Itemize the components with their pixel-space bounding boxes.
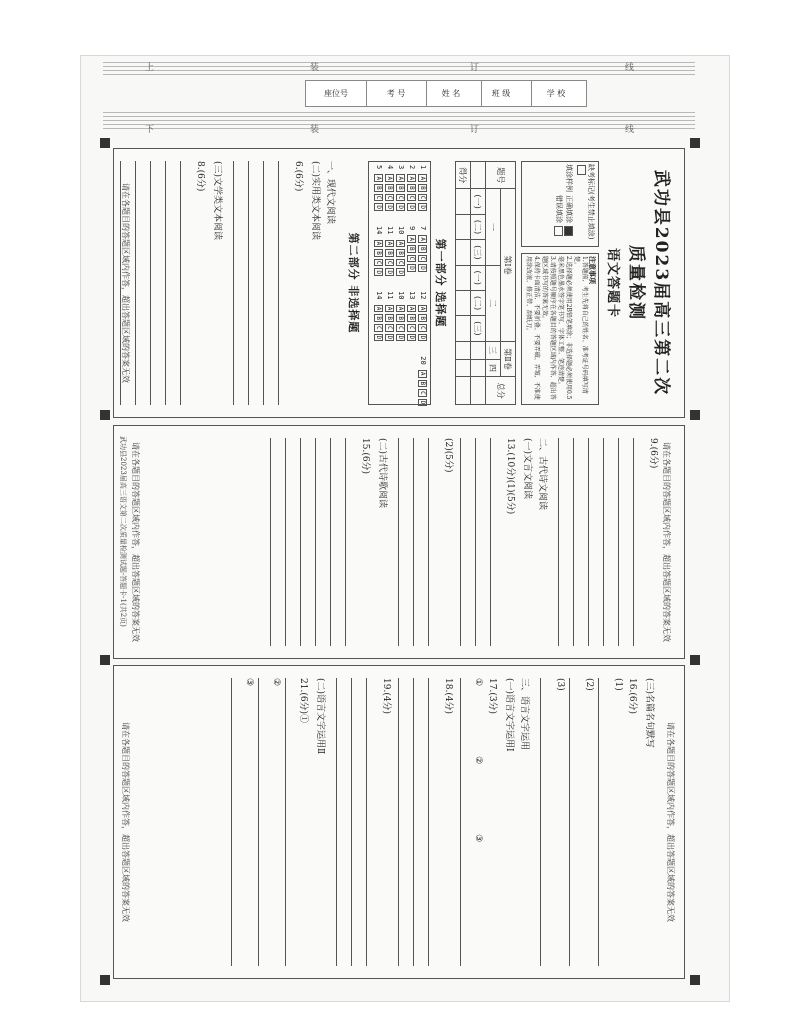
bubble-row [394,226,405,277]
answer-bubble[interactable]: D [408,335,415,340]
bubble-row [405,165,416,212]
answer-line[interactable] [258,678,271,966]
answer-bubble[interactable]: A [419,306,426,311]
card-subtitle: 语文答题卡 [605,247,620,318]
answer-bubble[interactable]: D [386,335,393,340]
score-sub: (二) [471,290,486,315]
answer-bubble[interactable]: B [375,186,382,190]
bubble-row [394,165,405,212]
answer-bubble[interactable]: C [375,326,382,330]
answer-line[interactable] [351,678,366,966]
answer-bubble[interactable]: D [386,270,393,275]
score-cell[interactable] [456,341,471,359]
bubble-question-number: 11 [386,225,394,239]
answer-bubble[interactable]: B [397,316,404,320]
wrong-box-icon [555,226,564,236]
bind-word: 订 [470,63,480,73]
bubble-row [372,291,383,342]
bubble-question-number: 14 [375,225,383,239]
bubble-question-number: 1 [419,165,427,174]
part-two-heading: 第二部分 非选择题 [347,232,360,334]
answer-line[interactable] [231,678,244,966]
answer-bubble[interactable]: A [397,306,404,311]
answer-bubble[interactable]: A [419,371,426,376]
bubble-question-number: 10 [397,291,405,304]
score-col-two: 二 [486,265,501,341]
answer-line[interactable] [330,438,345,646]
answer-bubble[interactable]: D [375,335,382,340]
answer-line[interactable] [460,678,473,966]
answer-line[interactable] [413,678,428,966]
question-label: 18.(4分) [443,678,453,715]
score-total: 总分 [486,377,516,405]
answer-line[interactable] [398,438,413,646]
section-heading: (二)古代诗歌阅读 [377,438,387,509]
section-heading: (一)文言文阅读 [522,438,532,500]
answer-line[interactable] [345,438,360,646]
answer-bubble[interactable]: A [386,306,393,311]
question-sub: (2) [584,678,594,691]
bind-word: 下 [145,125,155,135]
answer-bubble[interactable]: C [386,326,393,330]
section-heading: 一、现代文阅读 [325,161,335,225]
score-cell[interactable] [456,377,471,405]
answer-bubble[interactable]: A [408,306,415,311]
answer-bubble[interactable]: D [375,205,382,209]
exam-number-field[interactable]: 考 号 [365,80,427,107]
registration-mark [690,975,700,985]
registration-mark [100,138,110,148]
answer-line[interactable] [633,438,648,646]
note-item: 1.答题前，考生先将自己的姓名、准考证号码填写清楚。 [573,256,588,394]
bubble-question-number: 14 [375,291,383,304]
question-sub: (1) [613,678,623,691]
question-sub: (3) [555,678,565,691]
answer-bubble[interactable]: C [375,195,382,200]
score-cell[interactable] [456,359,471,377]
answer-bubble[interactable]: B [397,251,404,255]
answer-bubble[interactable]: B [419,381,426,386]
area-notice: 请在各题目的答题区域内作答，超出答题区域的答案无效 [121,722,130,922]
answer-bubble[interactable]: C [419,195,426,200]
question-sub: ② [271,678,281,687]
score-cell[interactable] [456,240,471,265]
part-one-heading: 第一部分 选择题 [434,238,447,328]
bubble-row [416,291,427,342]
answer-bubble[interactable]: B [386,316,393,320]
answer-bubble[interactable]: C [386,195,393,200]
answer-line[interactable] [248,161,263,405]
answer-line[interactable] [475,438,490,646]
answer-bubble[interactable]: D [419,335,426,340]
answer-line[interactable] [588,438,603,646]
answer-bubble[interactable]: C [419,326,426,330]
bubble-question-number: 10 [397,225,405,239]
question-label: 15.(6分) [360,438,370,475]
score-sub: (三) [471,316,486,341]
answer-line[interactable] [460,438,475,646]
score-cell[interactable] [456,214,471,239]
note-item: 2.选择题必须使用2B铅笔填涂；非选择题必须使用0.5毫米黑色墨水签字笔书写，字体工整、笔迹清楚。 [557,256,572,400]
score-label-tihao: 题号 [486,162,516,189]
bubble-question-number: 12 [419,291,427,304]
filled-box-icon [565,226,574,236]
missing-mark-label: 缺考标记(考生禁止填涂) [587,164,595,240]
answer-bubble[interactable]: C [397,195,404,200]
bubble-question-number: 7 [419,225,427,235]
answer-line[interactable] [490,438,505,646]
answer-bubble[interactable]: D [386,205,393,209]
score-part1: 第Ⅰ卷 [501,189,516,341]
section-heading: (三)文学类文本阅读 [212,161,222,241]
answer-bubble[interactable]: A [386,241,393,246]
bubble-row [372,226,383,277]
note-item: 4.保持卡面清洁，不要折叠、不要弄破、弄皱，不准使用涂改液、修正带、刮纸刀。 [525,256,540,400]
answer-line[interactable] [263,161,278,405]
blank-marker: ③ [473,834,483,843]
registration-mark [690,138,700,148]
answer-bubble[interactable]: C [386,260,393,265]
score-label-defen: 得分 [456,162,471,189]
answer-line[interactable] [165,161,180,405]
area-notice: 请在各题目的答题区域内作答，超出答题区域的答案无效 [662,442,671,642]
section-heading: (二)语言文字运用Ⅱ [315,678,325,755]
answer-bubble[interactable]: D [397,270,404,275]
answer-line[interactable] [233,161,248,405]
answer-bubble[interactable]: A [386,176,393,181]
section-heading: (三)名篇名句默写 [644,678,654,749]
bubble-row [416,226,427,277]
bind-word: 线 [625,63,635,73]
bubble-column [372,226,427,277]
score-sub: (二) [471,214,486,239]
registration-mark [690,410,700,420]
section-heading: (二)实用类文本阅读 [310,161,320,241]
score-cell[interactable] [456,189,471,214]
question-label: 13.(10分)(1)(5分) [505,438,515,515]
answer-line[interactable] [278,161,293,405]
answer-bubble[interactable]: A [397,176,404,181]
answer-bubble[interactable]: B [419,186,426,190]
question-label: 17.(3分) [487,678,497,715]
seat-number-field[interactable]: 座位号 [305,80,367,107]
answer-bubble[interactable]: A [375,306,382,311]
bubble-row [394,291,405,342]
question-label: 16.(6分) [627,678,637,715]
answer-bubble[interactable]: B [375,251,382,255]
bubble-question-number: 5 [375,165,383,174]
class-field[interactable]: 班 级 [470,80,532,107]
fill-wrong-label: 错误填涂 [555,195,563,223]
answer-line[interactable] [285,678,298,966]
answer-bubble[interactable]: D [408,205,415,209]
score-cell[interactable] [456,265,471,290]
bubble-grid [368,161,431,405]
answer-bubble[interactable]: A [408,176,415,181]
answer-line[interactable] [135,161,150,405]
section-heading: (一)语言文字运用Ⅰ [504,678,514,752]
notes-heading: 注意事项 [588,256,597,284]
question-sub: ③ [244,678,254,687]
card-title: 武功县2023届高三第二次质量检测 [626,169,671,397]
answer-line[interactable] [285,438,300,646]
area-notice: 请在各题目的答题区域内作答，超出答题区域的答案无效 [131,442,140,642]
answer-bubble[interactable]: C [408,256,415,261]
binding-strip [95,58,715,143]
area-notice: 请在各题目的答题区域内作答，超出答题区域的答案无效 [666,722,675,922]
answer-bubble[interactable]: C [419,256,426,261]
score-part2: 第Ⅱ卷 [501,341,516,377]
question-label: 8.(6分) [195,161,205,192]
answer-line[interactable] [428,678,443,966]
bubble-question-number: 4 [386,165,394,174]
answer-bubble[interactable]: C [408,326,415,330]
bubble-question-number: 20 [419,356,427,369]
answer-bubble[interactable]: D [375,270,382,275]
name-field[interactable]: 姓 名 [420,80,482,107]
bubble-column [372,356,427,407]
bind-word: 线 [625,125,635,135]
answer-bubble[interactable]: C [397,260,404,265]
answer-line[interactable] [336,678,351,966]
answer-bubble[interactable]: A [419,237,426,241]
answer-bubble[interactable]: C [408,195,415,200]
answer-bubble[interactable]: A [408,237,415,241]
answer-bubble[interactable]: A [397,241,404,246]
score-sub: (一) [471,189,486,214]
bind-word: 订 [470,125,480,135]
panel-1 [113,148,685,418]
answer-line[interactable] [366,678,381,966]
bubble-row [383,165,394,212]
answer-bubble[interactable]: B [386,251,393,255]
answer-bubble[interactable]: B [408,186,415,190]
school-field[interactable]: 学 校 [525,80,587,107]
answer-line[interactable] [428,438,443,646]
bind-word: 上 [145,63,155,73]
fill-example-label: 填涂样例 [565,164,573,192]
answer-bubble[interactable]: B [419,316,426,320]
answer-line[interactable] [413,438,428,646]
section-heading: 三、语言文字运用 [519,678,529,751]
score-cell[interactable] [456,316,471,341]
registration-mark [100,655,110,665]
answer-bubble[interactable]: A [375,176,382,181]
answer-bubble[interactable]: D [397,335,404,340]
page-footer: 武功县2023届高三语文第二次质量检测试题-答题卡-1(共2页) [119,436,127,627]
bubble-row [416,165,427,212]
answer-bubble[interactable]: D [419,266,426,270]
bubble-column [372,291,427,342]
answer-line[interactable] [150,161,165,405]
score-col-one: 一 [486,189,501,265]
answer-bubble[interactable]: C [375,260,382,265]
registration-mark [100,975,110,985]
bubble-question-number: 2 [408,165,416,174]
answer-bubble[interactable]: B [419,247,426,251]
answer-bubble[interactable]: B [386,186,393,190]
score-cell[interactable] [456,290,471,315]
answer-bubble[interactable]: B [397,186,404,190]
answer-line[interactable] [540,678,555,966]
bubble-row [416,356,427,407]
bind-word: 装 [310,125,320,135]
answer-line[interactable] [180,161,195,405]
bubble-row [405,226,416,277]
answer-bubble[interactable]: B [408,247,415,251]
answer-bubble[interactable]: A [375,241,382,246]
blank-marker: ① [473,678,483,687]
question-label: (2)(5分) [443,438,453,473]
panel-2 [113,425,685,659]
answer-bubble[interactable]: B [408,316,415,320]
bind-word: 装 [310,63,320,73]
score-sub: (一) [471,265,486,290]
answer-line[interactable] [569,678,584,966]
bubble-column [372,165,427,212]
bubble-question-number: 9 [408,225,416,235]
bubble-row [383,226,394,277]
bubble-question-number: 13 [408,291,416,304]
question-label: 9.(6分) [648,438,658,469]
answer-line[interactable] [603,438,618,646]
answer-bubble[interactable]: C [419,391,426,395]
answer-bubble[interactable]: A [419,176,426,181]
answer-line[interactable] [270,438,285,646]
answer-bubble[interactable]: D [397,205,404,209]
answer-line[interactable] [558,438,573,646]
panel-3 [113,665,685,979]
answer-line[interactable] [573,438,588,646]
bubble-row [383,291,394,342]
answer-line[interactable] [300,438,315,646]
score-table [455,161,516,405]
note-item: 3.请按照题号顺序在各题目的答题区域内作答，超出答题区域书写的答案无效。 [541,256,556,400]
score-sub: (三) [471,240,486,265]
area-notice: 请在各题目的答题区域内作答，超出答题区域的答案无效 [121,183,130,383]
answer-line[interactable] [398,678,413,966]
score-col-three: 三 [486,341,501,359]
bubble-question-number: 11 [386,291,394,304]
fill-correct-label: 正确填涂 [565,195,573,223]
answer-bubble[interactable]: C [397,326,404,330]
answer-bubble[interactable]: D [419,400,426,405]
section-heading: 二、古代诗文阅读 [537,438,547,511]
registration-mark [690,655,700,665]
registration-mark [100,410,110,420]
question-label: 6.(6分) [293,161,303,192]
question-label: 21.(6分)① [298,678,308,724]
answer-line[interactable] [618,438,633,646]
bubble-question-number: 3 [397,165,405,174]
score-col-four: 四 [486,359,501,377]
answer-bubble[interactable]: D [408,266,415,270]
answer-line[interactable] [315,438,330,646]
missing-mark-box[interactable] [577,165,586,175]
answer-bubble[interactable]: D [419,205,426,209]
blank-marker: ② [473,756,483,765]
question-label: 19.(4分) [381,678,391,715]
bubble-row [372,165,383,212]
bubble-row [405,291,416,342]
answer-bubble[interactable]: B [375,316,382,320]
answer-line[interactable] [598,678,613,966]
